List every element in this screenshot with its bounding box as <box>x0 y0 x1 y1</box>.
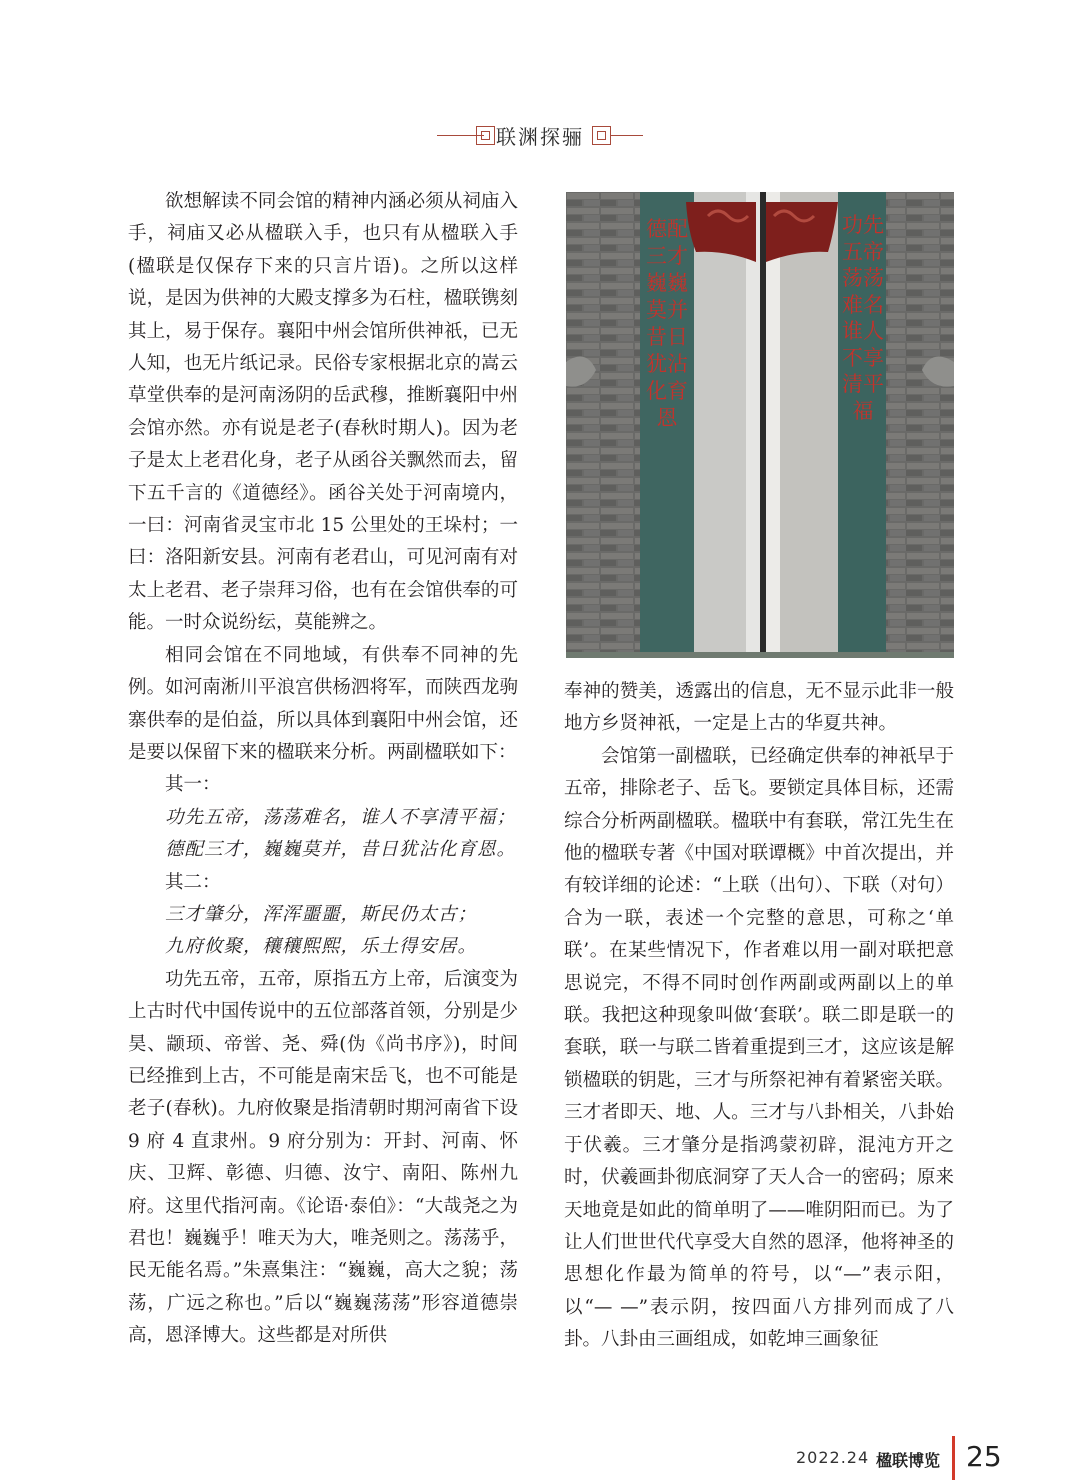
paragraph: 会馆第一副楹联，已经确定供奉的神祇早于五帝，排除老子、岳飞。要锁定具体目标，还需综合分析两副楹联。楹联中有套联，常江先生在他的楹联专著《中国对联谭概》中首次提出，并有较详细的论述：“上联（出句）、下联（对句）合为一联，表述一个完整的意思，可称之‘单联’。在某些情况下，作者难以用一副对联把意思说完，不得不同时创作两副或两副以上的单联。我把这种现象叫做‘套联’。联二即是联一的套联，联一与联二皆着重提到三才，这应该是解锁楹联的钥匙，三才与所祭祀神有着紧密关联。三才者即天、地、人。三才与八卦相关，八卦始于伏羲。三才肇分是指鸿蒙初辟，混沌方开之时，伏羲画卦彻底洞穿了天人合一的密码；原来天地竟是如此的简单明了——唯阴阳而已。为了让人们世世代代享受大自然的恩泽，他将神圣的思想化作最为简单的符号，以“—”表示阳，以“— —”表示阴，按四面八方排列而成了八卦。八卦由三画组成，如乾坤三画象征 <box>564 745 954 1351</box>
right-door-couplet: 功先五帝荡荡难名谁人不享清平福 <box>842 213 884 423</box>
section-header <box>0 118 1080 154</box>
paragraph: 相同会馆在不同地域，有供奉不同神的先例。如河南淅川平浪宫供杨泗将军，而陕西龙驹寨供奉的是伯益，所以具体到襄阳中州会馆，还是要以保留下来的楹联来分析。两副楹联如下： <box>128 644 518 763</box>
left-text-column <box>128 186 518 1353</box>
couplet-line: 德配三才，巍巍莫并，昔日犹沾化育恩。 <box>165 839 517 861</box>
couplet-photo <box>566 192 954 658</box>
header-right-rule <box>611 135 643 136</box>
magazine-name: 楹联博览 <box>876 1451 941 1470</box>
page-footer <box>0 1440 1080 1480</box>
paragraph: 欲想解读不同会馆的精神内涵必须从祠庙入手，祠庙又必从楹联入手，也只有从楹联入手(楹联是仅保存下来的只言片语)。之所以这样说，是因为供神的大殿支撑多为石柱，楹联镌刻其上，易于保存。襄阳中州会馆所供神祇，已无人知，也无片纸记录。民俗专家根据北京的嵩云草堂供奉的是河南汤阴的岳武穆，推断襄阳中州会馆亦然。亦有说是老子(春秋时期人)。因为老子是太上老君化身，老子从函谷关飘然而去，留下五千言的《道德经》。函谷关处于河南境内，一曰：河南省灵宝市北 15 公里处的王垛村；一曰：洛阳新安县。河南有老君山，可见河南有对太上老君、老子崇拜习俗，也有在会馆供奉的可能。一时众说纷纭，莫能辨之。 <box>128 191 518 634</box>
left-door-couplet: 德配三才巍巍莫并昔日犹沾化育恩 <box>646 217 688 430</box>
section-title: 联渊探骊 <box>496 125 584 149</box>
footer-divider <box>952 1436 955 1480</box>
couplet-line: 功先五帝，荡荡难名，谁人不享清平福； <box>165 806 517 828</box>
couplet-line: 三才肇分，浑浑噩噩，斯民仍太古； <box>165 903 478 925</box>
header-right-ornament <box>592 126 611 145</box>
couplet-label: 其一： <box>165 774 221 796</box>
paragraph: 奉神的赞美，透露出的信息，无不显示此非一般地方乡贤神祇，一定是上古的华夏共神。 <box>564 681 954 735</box>
right-text-column <box>564 676 954 1357</box>
paragraph: 功先五帝，五帝，原指五方上帝，后演变为上古时代中国传说中的五位部落首领，分别是少昊、颛顼、帝喾、尧、舜(伪《尚书序》)，时间已经推到上古，不可能是南宋岳飞，也不可能是老子(春秋)。九府攸聚是指清朝时期河南省下设 9 府 4 直隶州。9 府分别为：开封、河南、怀庆、卫辉、彰德、归德、汝宁、南阳、陈州九府。这里代指河南。《论语·泰伯》：“大哉尧之为君也！巍巍乎！唯天为大，唯尧则之。荡荡乎，民无能名焉。”朱熹集注：“巍巍，高大之貌；荡荡，广远之称也。”后以“巍巍荡荡”形容道德崇高，恩泽博大。这些都是对所供 <box>128 968 518 1347</box>
page-number: 25 <box>966 1440 1002 1473</box>
couplet-photo-image <box>566 192 954 658</box>
couplet-line: 九府攸聚，穰穰熙熙，乐土得安居。 <box>165 936 478 958</box>
couplet-label: 其二： <box>165 871 221 893</box>
issue-number: 2022.24 <box>796 1448 870 1467</box>
